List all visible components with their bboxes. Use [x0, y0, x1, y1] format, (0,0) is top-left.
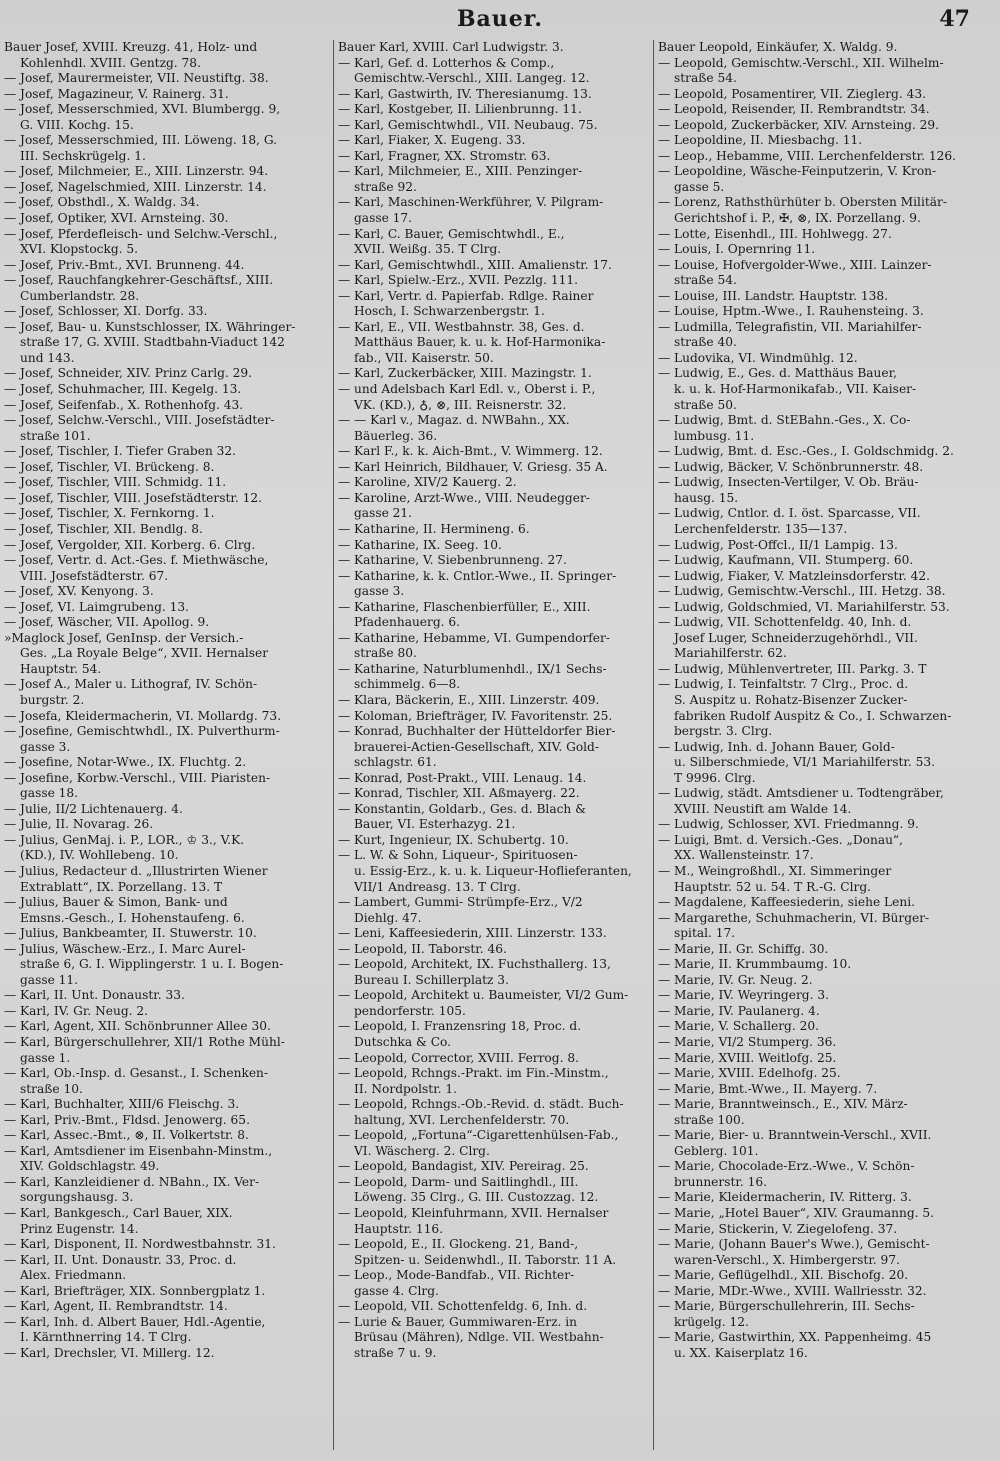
directory-entry-line: — Josef, Pferdefleisch- und Selchw.-Verschl.,	[4, 226, 278, 241]
directory-entry-line: — Ludwig, Bäcker, V. Schönbrunnerstr. 48.	[658, 459, 924, 474]
directory-entry-line: — Marie, Bürgerschullehrerin, III. Sechs-	[658, 1299, 915, 1314]
directory-entry-line: Löweng. 35 Clrg., G. III. Custozzag. 12.	[354, 1190, 599, 1205]
directory-entry-line: — Kurt, Ingenieur, IX. Schubertg. 10.	[338, 832, 569, 847]
directory-entry-line: — Marie, Branntweinsch., E., XIV. März-	[658, 1097, 908, 1112]
directory-entry-line: straße 10.	[20, 1081, 83, 1096]
directory-entry-line: — Leop., Mode-Bandfab., VII. Richter-	[338, 1268, 575, 1283]
directory-entry-line: — Josef A., Maler u. Lithograf, IV. Schön-	[4, 677, 258, 692]
directory-entry-line: straße 6, G. I. Wipplingerstr. 1 u. I. Bogen-	[20, 957, 284, 972]
directory-entry-line: — Marie, Bmt.-Wwe., II. Mayerg. 7.	[658, 1081, 878, 1096]
directory-entry-line: XIV. Goldschlagstr. 49.	[20, 1159, 160, 1174]
directory-entry-line: T 9996. Clrg.	[674, 770, 756, 785]
directory-entry-line: — Josef, Bau- u. Kunstschlosser, IX. Währinger-	[4, 319, 296, 334]
directory-entry-line: Kohlenhdl. XVIII. Gentzg. 78.	[20, 55, 201, 70]
directory-entry-line: krügelg. 12.	[674, 1314, 749, 1329]
directory-entry-line: gasse 17.	[354, 211, 413, 226]
directory-entry-line: — Ludwig, Insecten-Vertilger, V. Ob. Bräu-	[658, 475, 919, 490]
directory-entry-line: — Karl, Gemischtwhdl., VII. Neubaug. 75.	[338, 117, 598, 132]
directory-entry-line: Gemischtw.-Verschl., XIII. Langeg. 12.	[354, 71, 590, 86]
directory-entry-line: — Karl, Inh. d. Albert Bauer, Hdl.-Agentie,	[4, 1314, 266, 1329]
directory-entry-line: — Josef, Tischler, VI. Brückeng. 8.	[4, 459, 215, 474]
directory-entry-line: Bauer, VI. Esterhazyg. 21.	[354, 817, 516, 832]
directory-entry-line: XVI. Klopstockg. 5.	[20, 242, 139, 257]
page-number: 47	[939, 6, 970, 32]
directory-entry-line: — Karl, Vertr. d. Papierfab. Rdlge. Rainer	[338, 288, 594, 303]
directory-entry-line: — Ludwig, E., Ges. d. Matthäus Bauer,	[658, 366, 897, 381]
directory-entry-line: — Magdalene, Kaffeesiederin, siehe Leni.	[658, 895, 915, 910]
directory-entry-line: — Ludwig, I. Teinfaltstr. 7 Clrg., Proc. d.	[658, 677, 909, 692]
directory-entry-line: bergstr. 3. Clrg.	[674, 724, 773, 739]
directory-entry-line: — Karl, Ob.-Insp. d. Gesanst., I. Schenken-	[4, 1066, 269, 1081]
directory-entry-line: Bauer Karl, XVIII. Carl Ludwigstr. 3.	[338, 40, 564, 54]
directory-entry-line: — Karl F., k. k. Aich-Bmt., V. Wimmerg. 12.	[338, 444, 603, 459]
directory-entry-line: VII/1 Andreasg. 13. T Clrg.	[354, 879, 521, 894]
directory-entry-line: haltung, XVI. Lerchenfelderstr. 70.	[354, 1112, 570, 1127]
directory-entry-line: waren-Verschl., X. Himbergerstr. 97.	[674, 1252, 900, 1267]
directory-entry-line: — Marie, V. Schallerg. 20.	[658, 1019, 819, 1034]
directory-entry-line: Alex. Friedmann.	[20, 1268, 127, 1283]
directory-entry-line: — Leopold, „Fortuna“-Cigarettenhülsen-Fab.,	[338, 1128, 619, 1143]
directory-entry-line: — — Karl v., Magaz. d. NWBahn., XX.	[338, 413, 570, 428]
directory-entry-line: — Karl, Assec.-Bmt., ⊗, II. Volkertstr. 8.	[4, 1128, 249, 1143]
directory-entry-line: straße 54.	[674, 273, 737, 288]
directory-entry-line: schimmelg. 6—8.	[354, 677, 461, 692]
directory-entry-line: — Ludwig, Mühlenvertreter, III. Parkg. 3. T	[658, 661, 927, 676]
directory-entry-line: — Josef, Tischler, X. Fernkorng. 1.	[4, 506, 215, 521]
directory-entry-line: — Julius, Bauer & Simon, Bank- und	[4, 895, 228, 910]
directory-entry-line: straße 92.	[354, 179, 417, 194]
directory-entry-line: und 143.	[20, 350, 75, 365]
directory-entry-line: Bäuerleg. 36.	[354, 428, 438, 443]
directory-entry-line: Prinz Eugenstr. 14.	[20, 1221, 139, 1236]
directory-entry-line: VIII. Josefstädterstr. 67.	[20, 568, 169, 583]
directory-entry-line: gasse 4. Clrg.	[354, 1283, 439, 1298]
directory-entry-line: — Luigi, Bmt. d. Versich.-Ges. „Donau“,	[658, 832, 904, 847]
directory-entry-line: — Leopoldine, II. Miesbachg. 11.	[658, 133, 863, 148]
directory-entry-line: — Karl, II. Unt. Donaustr. 33, Proc. d.	[4, 1252, 237, 1267]
directory-entry-line: Dutschka & Co.	[354, 1035, 452, 1049]
directory-entry-line: gasse 11.	[20, 972, 79, 987]
directory-entry-line: I. Kärnthnerring 14. T Clrg.	[20, 1330, 192, 1345]
directory-entry-line: — Karl, Bürgerschullehrer, XII/1 Rothe Mühl-	[4, 1035, 285, 1049]
directory-entry-line: k. u. k. Hof-Harmonikafab., VII. Kaiser-	[674, 382, 917, 397]
directory-entry-line: — Josef, Schneider, XIV. Prinz Carlg. 29.	[4, 366, 253, 381]
directory-entry-line: — Marie, II. Gr. Schiffg. 30.	[658, 941, 829, 956]
column-divider	[333, 40, 334, 1450]
directory-entry-line: XVIII. Neustift am Walde 14.	[674, 801, 852, 816]
directory-entry-line: — Marie, Kleidermacherin, IV. Ritterg. 3.	[658, 1190, 912, 1205]
directory-entry-line: — Konstantin, Goldarb., Ges. d. Blach &	[338, 801, 586, 816]
directory-entry-line: — Konrad, Buchhalter der Hütteldorfer Bier-	[338, 724, 616, 739]
directory-entry-line: straße 80.	[354, 646, 417, 661]
directory-entry-line: — Karl Heinrich, Bildhauer, V. Griesg. 35 A.	[338, 459, 608, 474]
directory-entry-line: — Katharine, V. Siebenbrunneng. 27.	[338, 553, 567, 568]
directory-entry-line: — Julie, II. Novarag. 26.	[4, 817, 154, 832]
directory-entry-line: — Karl, IV. Gr. Neug. 2.	[4, 1003, 149, 1018]
directory-entry-line: — Leni, Kaffeesiederin, XIII. Linzerstr. 133.	[338, 926, 607, 941]
directory-entry-line: — Karl, Spielw.-Erz., XVII. Pezzlg. 111.	[338, 273, 578, 288]
directory-entry-line: Geblerg. 101.	[674, 1143, 759, 1158]
directory-entry-line: — Leopold, E., II. Glockeng. 21, Band-,	[338, 1237, 579, 1252]
directory-entry-line: spital. 17.	[674, 926, 736, 941]
directory-entry-line: — Josef, Milchmeier, E., XIII. Linzerstr. 94.	[4, 164, 269, 179]
directory-entry-line: Lerchenfelderstr. 135—137.	[674, 521, 848, 536]
directory-entry-line: schlagstr. 61.	[354, 755, 437, 770]
directory-entry-line: u. Silberschmiede, VI/1 Mariahilferstr. 53.	[674, 755, 935, 770]
directory-entry-line: — Leopold, Corrector, XVIII. Ferrog. 8.	[338, 1050, 579, 1065]
directory-entry-line: straße 17, G. XVIII. Stadtbahn-Viaduct 142	[20, 335, 285, 350]
directory-entry-line: — Marie, Chocolade-Erz.-Wwe., V. Schön-	[658, 1159, 915, 1174]
directory-entry-line: — Louise, Hptm.-Wwe., I. Rauhensteing. 3.	[658, 304, 924, 319]
directory-entry-line: — Katharine, IX. Seeg. 10.	[338, 537, 502, 552]
directory-entry-line: — Marie, II. Krummbaumg. 10.	[658, 957, 852, 972]
directory-entry-line: — Ludmilla, Telegrafistin, VII. Mariahilfer-	[658, 319, 922, 334]
directory-entry-line: — Leopold, Posamentirer, VII. Zieglerg. 43.	[658, 86, 926, 101]
directory-entry-line: — Karl, II. Unt. Donaustr. 33.	[4, 988, 185, 1003]
directory-entry-line: — Marie, XVIII. Weitlofg. 25.	[658, 1050, 837, 1065]
directory-entry-line: straße 7 u. 9.	[354, 1345, 437, 1360]
directory-entry-line: — Marie, MDr.-Wwe., XVIII. Wallriesstr. 32.	[658, 1283, 927, 1298]
directory-entry-line: Hosch, I. Schwarzenbergstr. 1.	[354, 304, 545, 319]
directory-entry-line: — Josef, VI. Laimgrubeng. 13.	[4, 599, 190, 614]
directory-entry-line: straße 101.	[20, 428, 91, 443]
directory-entry-line: Bauer Leopold, Einkäufer, X. Waldg. 9.	[658, 40, 898, 54]
directory-entry-line: — Josef, Priv.-Bmt., XVI. Brunneng. 44.	[4, 257, 245, 272]
directory-entry-line: — Josef, Wäscher, VII. Apollog. 9.	[4, 615, 210, 630]
directory-entry-line: — und Adelsbach Karl Edl. v., Oberst i. P.,	[338, 382, 596, 397]
directory-entry-line: — Ludwig, Fiaker, V. Matzleinsdorferstr. 42.	[658, 568, 931, 583]
directory-entry-line: u. Essig-Erz., k. u. k. Liqueur-Hoflieferanten,	[354, 863, 632, 878]
directory-entry-line: — Josef, Nagelschmied, XIII. Linzerstr. 14.	[4, 179, 267, 194]
directory-entry-line: — Leopold, Rchngs.-Ob.-Revid. d. städt. Buch-	[338, 1097, 624, 1112]
directory-entry-line: — Louise, III. Landstr. Hauptstr. 138.	[658, 288, 889, 303]
directory-entry-line: — Katharine, Hebamme, VI. Gumpendorfer-	[338, 630, 610, 645]
directory-entry-line: — Karl, E., VII. Westbahnstr. 38, Ges. d.	[338, 319, 585, 334]
directory-entry-line: gasse 1.	[20, 1050, 71, 1065]
directory-entry-line: gasse 21.	[354, 506, 413, 521]
directory-entry-line: — M., Weingroßhdl., XI. Simmeringer	[658, 863, 892, 878]
directory-entry-line: — Leop., Hebamme, VIII. Lerchenfelderstr. 126.	[658, 148, 956, 163]
directory-entry-line: — Katharine, Flaschenbierfüller, E., XIII.	[338, 599, 591, 614]
directory-entry-line: — Julius, Bankbeamter, II. Stuwerstr. 10.	[4, 926, 257, 941]
directory-entry-line: — Marie, Gastwirthin, XX. Pappenheimg. 45	[658, 1330, 932, 1345]
directory-entry-line: — Josef, Tischler, I. Tiefer Graben 32.	[4, 444, 237, 459]
directory-entry-line: — Leopold, Darm- und Saitlinghdl., III.	[338, 1174, 579, 1189]
directory-entry-line: pendorferstr. 105.	[354, 1003, 466, 1018]
directory-entry-line: — Karl, Bankgesch., Carl Bauer, XIX.	[4, 1206, 233, 1221]
directory-entry-line: — Marie, IV. Paulanerg. 4.	[658, 1003, 820, 1018]
directory-entry-line: — Ludwig, Cntlor. d. I. öst. Sparcasse, VII.	[658, 506, 921, 521]
directory-entry-line: — Josef, Tischler, VIII. Josefstädterstr. 12.	[4, 490, 262, 505]
directory-entry-line: brunnerstr. 16.	[674, 1174, 767, 1189]
directory-entry-line: — Julius, GenMaj. i. P., LOR., ♔ 3., V.K.	[4, 832, 245, 847]
directory-entry-line: — Katharine, k. k. Cntlor.-Wwe., II. Springer-	[338, 568, 617, 583]
directory-entry-line: — Julius, Redacteur d. „Illustrirten Wiener	[4, 863, 268, 878]
directory-entry-line: — Karl, Gemischtwhdl., XIII. Amalienstr. 17.	[338, 257, 612, 272]
column-2	[338, 40, 650, 1450]
directory-entry-line: — Marie, IV. Gr. Neug. 2.	[658, 972, 813, 987]
directory-entry-line: — Klara, Bäckerin, E., XIII. Linzerstr. 409.	[338, 692, 600, 707]
directory-entry-line: — Leopold, Bandagist, XIV. Pereirag. 25.	[338, 1159, 589, 1174]
directory-entry-line: — Koloman, Briefträger, IV. Favoritenstr. 25.	[338, 708, 613, 723]
page-title: Bauer.	[456, 6, 544, 32]
directory-entry-line: straße 50.	[674, 397, 737, 412]
directory-entry-line: — Karl, Agent, XII. Schönbrunner Allee 30.	[4, 1019, 271, 1034]
directory-entry-line: — Josef, Rauchfangkehrer-Geschäftsf., XIII.	[4, 273, 274, 288]
directory-entry-line: Bureau I. Schillerplatz 3.	[354, 972, 509, 987]
directory-entry-line: — Karl, Gastwirth, IV. Theresianumg. 13.	[338, 86, 592, 101]
directory-entry-line: — Ludwig, Goldschmied, VI. Mariahilferstr. 53.	[658, 599, 950, 614]
directory-entry-line: brauerei-Actien-Gesellschaft, XIV. Gold-	[354, 739, 599, 754]
directory-entry-line: — Ludwig, städt. Amtsdiener u. Todtengräber,	[658, 786, 944, 801]
directory-entry-line: — L. W. & Sohn, Liqueur-, Spirituosen-	[338, 848, 578, 863]
directory-entry-line: — Josef, XV. Kenyong. 3.	[4, 584, 154, 599]
directory-entry-line: — Leopold, Architekt u. Baumeister, VI/2 Gum-	[338, 988, 629, 1003]
directory-entry-line: — Marie, XVIII. Edelhofg. 25.	[658, 1066, 841, 1081]
directory-entry-line: — Karl, Drechsler, VI. Millerg. 12.	[4, 1345, 215, 1360]
directory-entry-line: sorgungshausg. 3.	[20, 1190, 134, 1205]
directory-entry-line: — Karl, Briefträger, XIX. Sonnbergplatz 1.	[4, 1283, 266, 1298]
directory-entry-line: — Leopoldine, Wäsche-Feinputzerin, V. Kron-	[658, 164, 937, 179]
directory-entry-line: Gerichtshof i. P., ✠, ⊗, IX. Porzellang. 9.	[674, 211, 921, 226]
directory-entry-line: — Karl, Priv.-Bmt., Fldsd. Jenowerg. 65.	[4, 1112, 250, 1127]
directory-entry-line: — Karoline, XIV/2 Kauerg. 2.	[338, 475, 517, 490]
directory-entry-line: — Karl, Buchhalter, XIII/6 Fleischg. 3.	[4, 1097, 240, 1112]
directory-entry-line: Hauptstr. 116.	[354, 1221, 443, 1236]
directory-entry-line: — Josef, Schlosser, XI. Dorfg. 33.	[4, 304, 208, 319]
directory-entry-line: — Lambert, Gummi- Strümpfe-Erz., V/2	[338, 895, 583, 910]
directory-entry-line: Hauptstr. 54.	[20, 661, 102, 676]
directory-entry-line: straße 54.	[674, 71, 737, 86]
directory-entry-line: Matthäus Bauer, k. u. k. Hof-Harmonika-	[354, 335, 606, 350]
directory-entry-line: — Karl, Gef. d. Lotterhos & Comp.,	[338, 55, 555, 70]
directory-entry-line: gasse 18.	[20, 786, 79, 801]
directory-entry-line: — Josefine, Notar-Wwe., IX. Fluchtg. 2.	[4, 755, 247, 770]
directory-entry-line: II. Nordpolstr. 1.	[354, 1081, 458, 1096]
directory-entry-line: — Karl, Fiaker, X. Eugeng. 33.	[338, 133, 526, 148]
directory-entry-line: — Lurie & Bauer, Gummiwaren-Erz. in	[338, 1314, 577, 1329]
directory-entry-line: — Josef, Tischler, VIII. Schmidg. 11.	[4, 475, 227, 490]
directory-entry-line: — Josef, Vertr. d. Act.-Ges. f. Miethwäsche,	[4, 553, 269, 568]
directory-entry-line: — Leopold, Architekt, IX. Fuchsthallerg. 13,	[338, 957, 611, 972]
directory-entry-line: — Josef, Obsthdl., X. Waldg. 34.	[4, 195, 200, 210]
directory-entry-line: S. Auspitz u. Rohatz-Bisenzer Zucker-	[674, 692, 908, 707]
directory-entry-line: — Josef, Messerschmied, III. Löweng. 18, G.	[4, 133, 278, 148]
directory-entry-line: — Josef, Vergolder, XII. Korberg. 6. Clrg.	[4, 537, 256, 552]
directory-entry-line: — Josef, Schuhmacher, III. Kegelg. 13.	[4, 382, 242, 397]
directory-entry-line: — Leopold, I. Franzensring 18, Proc. d.	[338, 1019, 582, 1034]
directory-entry-line: Hauptstr. 52 u. 54. T R.-G. Clrg.	[674, 879, 872, 894]
directory-entry-line: Diehlg. 47.	[354, 910, 422, 925]
directory-entry-line: — Ludwig, Post-Offcl., II/1 Lampig. 13.	[658, 537, 898, 552]
directory-entry-line: straße 100.	[674, 1112, 745, 1127]
directory-entry-line: — Marie, Geflügelhdl., XII. Bischofg. 20.	[658, 1268, 909, 1283]
directory-entry-line: XX. Wallensteinstr. 17.	[674, 848, 814, 863]
directory-entry-line: — Ludwig, VII. Schottenfeldg. 40, Inh. d.	[658, 615, 912, 630]
directory-entry-line: Brüsau (Mähren), Ndlge. VII. Westbahn-	[354, 1330, 604, 1345]
directory-entry-line: — Marie, VI/2 Stumperg. 36.	[658, 1035, 837, 1049]
directory-entry-line: (KD.), IV. Wohllebeng. 10.	[20, 848, 179, 863]
directory-entry-line: gasse 3.	[354, 584, 405, 599]
directory-entry-line: — Karl, Amtsdiener im Eisenbahn-Minstm.,	[4, 1143, 273, 1158]
directory-entry-line: u. XX. Kaiserplatz 16.	[674, 1345, 808, 1360]
directory-entry-line: — Karl, Agent, II. Rembrandtstr. 14.	[4, 1299, 228, 1314]
directory-entry-line: Extrablatt“, IX. Porzellang. 13. T	[20, 879, 223, 894]
directory-entry-line: — Julie, II/2 Lichtenauerg. 4.	[4, 801, 183, 816]
directory-entry-line: — Konrad, Tischler, XII. Aßmayerg. 22.	[338, 786, 580, 801]
directory-entry-line: — Ludwig, Inh. d. Johann Bauer, Gold-	[658, 739, 895, 754]
directory-entry-line: — Leopold, Zuckerbäcker, XIV. Arnsteing. 29.	[658, 117, 940, 132]
directory-entry-line: — Josef, Seifenfab., X. Rothenhofg. 43.	[4, 397, 244, 412]
directory-entry-line: — Josef, Messerschmied, XVI. Blumbergg. 9,	[4, 102, 281, 117]
directory-entry-line: — Karoline, Arzt-Wwe., VIII. Neudegger-	[338, 490, 590, 505]
directory-entry-line: — Josef, Selchw.-Verschl., VIII. Josefstädter-	[4, 413, 275, 428]
directory-entry-line: — Ludwig, Bmt. d. StEBahn.-Ges., X. Co-	[658, 413, 911, 428]
directory-entry-line: — Konrad, Post-Prakt., VIII. Lenaug. 14.	[338, 770, 587, 785]
directory-entry-line: — Lotte, Eisenhdl., III. Hohlwegg. 27.	[658, 226, 892, 241]
directory-entry-line: Pfadenhauerg. 6.	[354, 615, 461, 630]
directory-entry-line: Bauer Josef, XVIII. Kreuzg. 41, Holz- und	[4, 40, 258, 54]
directory-entry-line: — Marie, Stickerin, V. Ziegelofeng. 37.	[658, 1221, 898, 1236]
directory-entry-line: fab., VII. Kaiserstr. 50.	[354, 350, 494, 365]
directory-entry-line: straße 40.	[674, 335, 737, 350]
column-divider	[653, 40, 654, 1450]
directory-entry-line: — Lorenz, Rathsthürhüter b. Obersten Militär-	[658, 195, 947, 210]
directory-entry-line: — Leopold, VII. Schottenfeldg. 6, Inh. d.	[338, 1299, 588, 1314]
directory-entry-line: — Ludwig, Kaufmann, VII. Stumperg. 60.	[658, 553, 914, 568]
directory-entry-line: — Karl, Kostgeber, II. Lilienbrunng. 11.	[338, 102, 582, 117]
directory-entry-line: III. Sechskrügelg. 1.	[20, 148, 146, 163]
page-header	[0, 6, 1000, 32]
directory-entry-line: — Marie, Bier- u. Branntwein-Verschl., XVII.	[658, 1128, 932, 1143]
directory-entry-line: — Leopold, II. Taborstr. 46.	[338, 941, 507, 956]
directory-entry-line: hausg. 15.	[674, 490, 739, 505]
directory-entry-line: — Karl, C. Bauer, Gemischtwhdl., E.,	[338, 226, 565, 241]
directory-entry-line: — Karl, Kanzleidiener d. NBahn., IX. Ver-	[4, 1174, 260, 1189]
directory-entry-line: — Josef, Tischler, XII. Bendlg. 8.	[4, 521, 203, 536]
directory-entry-line: — Katharine, II. Hermineng. 6.	[338, 521, 530, 536]
directory-entry-line: — Josef, Maurermeister, VII. Neustiftg. 38.	[4, 71, 269, 86]
directory-entry-line: Cumberlandstr. 28.	[20, 288, 140, 303]
directory-entry-line: — Marie, (Johann Bauer's Wwe.), Gemischt-	[658, 1237, 930, 1252]
directory-entry-line: VK. (KD.), ♁, ⊗, III. Reisnerstr. 32.	[354, 397, 567, 412]
directory-entry-line: — Josef, Optiker, XVI. Arnsteing. 30.	[4, 211, 229, 226]
directory-entry-line: — Ludwig, Schlosser, XVI. Friedmanng. 9.	[658, 817, 919, 832]
directory-entry-line: — Julius, Wäschew.-Erz., I. Marc Aurel-	[4, 941, 246, 956]
directory-entry-line: Josef Luger, Schneiderzugehörhdl., VII.	[674, 630, 918, 645]
directory-entry-line: — Karl, Maschinen-Werkführer, V. Pilgram-	[338, 195, 604, 210]
directory-entry-line: — Louis, I. Opernring 11.	[658, 242, 816, 257]
directory-entry-line: — Josefa, Kleidermacherin, VI. Mollardg. 73.	[4, 708, 282, 723]
directory-entry-line: burgstr. 2.	[20, 692, 85, 707]
directory-entry-line: lumbusg. 11.	[674, 428, 755, 443]
directory-entry-line: Emsns.-Gesch., I. Hohenstaufeng. 6.	[20, 910, 245, 925]
directory-entry-line: — Leopold, Rchngs.-Prakt. im Fin.-Minstm.,	[338, 1066, 609, 1081]
directory-entry-line: — Louise, Hofvergolder-Wwe., XIII. Lainzer-	[658, 257, 932, 272]
directory-entry-line: — Marie, „Hotel Bauer“, XIV. Graumanng. 5.	[658, 1206, 935, 1221]
directory-entry-line: — Josefine, Gemischtwhdl., IX. Pulverthurm-	[4, 724, 280, 739]
directory-entry-line: gasse 3.	[20, 739, 71, 754]
directory-entry-line: — Karl, Milchmeier, E., XIII. Penzinger-	[338, 164, 583, 179]
directory-entry-line: — Marie, IV. Weyringerg. 3.	[658, 988, 829, 1003]
directory-entry-line: gasse 5.	[674, 179, 725, 194]
directory-entry-line: — Leopold, Reisender, II. Rembrandtstr. 34.	[658, 102, 930, 117]
directory-entry-line: — Karl, Fragner, XX. Stromstr. 63.	[338, 148, 551, 163]
directory-entry-line: — Leopold, Gemischtw.-Verschl., XII. Wilhelm-	[658, 55, 944, 70]
directory-entry-line: fabriken Rudolf Auspitz & Co., I. Schwarzen-	[674, 708, 952, 723]
directory-entry-line: — Karl, Disponent, II. Nordwestbahnstr. 31.	[4, 1237, 276, 1252]
directory-entry-line: — Margarethe, Schuhmacherin, VI. Bürger-	[658, 910, 930, 925]
column-1	[4, 40, 330, 1450]
directory-entry-line: — Leopold, Kleinfuhrmann, XVII. Hernalser	[338, 1206, 609, 1221]
directory-entry-line: — Josefine, Korbw.-Verschl., VIII. Piaristen-	[4, 770, 271, 785]
directory-entry-line: — Josef, Magazineur, V. Rainerg. 31.	[4, 86, 229, 101]
directory-entry-line: G. VIII. Kochg. 15.	[20, 117, 134, 132]
directory-entry-line: — Ludwig, Bmt. d. Esc.-Ges., I. Goldschmidg. 2.	[658, 444, 954, 459]
directory-entry-line: VI. Wäscherg. 2. Clrg.	[354, 1143, 490, 1158]
column-3	[658, 40, 993, 1450]
directory-entry-line: Spitzen- u. Seidenwhdl., II. Taborstr. 11 A.	[354, 1252, 617, 1267]
directory-entry-line: Ges. „La Royale Belge“, XVII. Hernalser	[20, 646, 269, 661]
directory-entry-line: »Maglock Josef, GenInsp. der Versich.-	[4, 630, 244, 645]
directory-entry-line: — Ludwig, Gemischtw.-Verschl., III. Hetzg. 38.	[658, 584, 946, 599]
directory-entry-line: XVII. Weißg. 35. T Clrg.	[354, 242, 502, 257]
directory-entry-line: — Ludovika, VI. Windmühlg. 12.	[658, 350, 858, 365]
directory-entry-line: Mariahilferstr. 62.	[674, 646, 787, 661]
directory-entry-line: — Karl, Zuckerbäcker, XIII. Mazingstr. 1.	[338, 366, 592, 381]
directory-entry-line: — Katharine, Naturblumenhdl., IX/1 Sechs-	[338, 661, 607, 676]
